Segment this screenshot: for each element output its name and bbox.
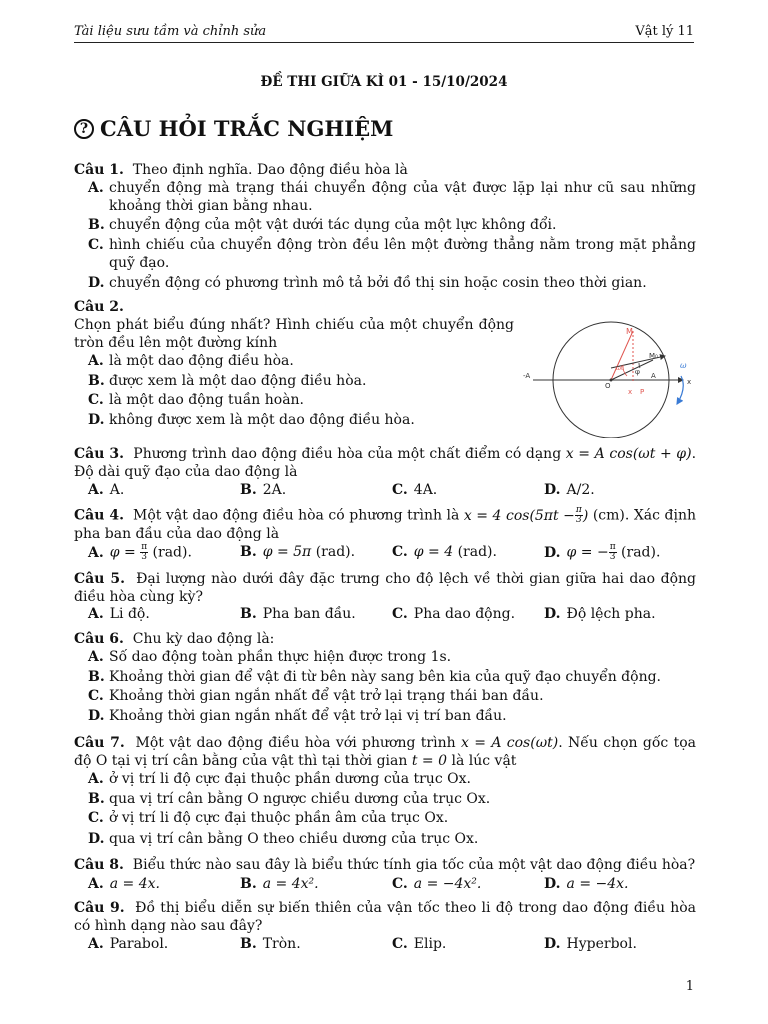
q7-option-b[interactable]: B. qua vị trí cân bằng O ngược chiều dương của trục Ox. (88, 791, 491, 807)
question-label: Câu 7. (74, 735, 125, 751)
q5-option-a[interactable]: A. Li độ. (88, 606, 150, 622)
q5-options (88, 605, 696, 623)
q6-option-a[interactable]: A. Số dao động toàn phần thực hiện được trong 1s. (88, 649, 452, 665)
q2-option-b[interactable]: B. được xem là một dao động điều hòa. (88, 373, 367, 389)
question-label: Câu 6. (74, 631, 124, 647)
question-7: Câu 7. Một vật dao động điều hòa với phương trình x = A cos(ωt). Nếu chọn gốc tọa độ O tại vị trí cân bằng của vật thì tại thời gian t = 0 là lúc vật (74, 735, 697, 769)
q9-option-c[interactable]: C. Elip. (392, 936, 447, 952)
question-text: Biểu thức nào sau đây là biểu thức tính gia tốc của một vật dao động điều hòa? (132, 857, 696, 873)
q1-option-c[interactable]: C. hình chiếu của chuyển động tròn đều lên một đường thẳng nằm trong mặt phẳng quỹ đạo. (88, 237, 696, 271)
question-text: Theo định nghĩa. Dao động điều hòa là (132, 162, 408, 178)
q4-option-d[interactable]: D. φ = − $\frac{\pi}{3}$ (rad). (544, 542, 661, 562)
question-5 (74, 570, 696, 606)
q7-option-c[interactable]: C. ở vị trí li độ cực đại thuộc phần âm của trục Ox. (88, 810, 449, 826)
header-subject: Vật lý 11 (635, 24, 694, 39)
question-9 (74, 899, 696, 935)
label-x-axis: x (687, 378, 692, 386)
q8-option-b[interactable]: B. a = 4x². (240, 876, 319, 892)
label-wt: ωt (616, 365, 624, 372)
q8-option-c[interactable]: C. a = −4x². (392, 876, 482, 892)
question-label: Câu 9. (74, 900, 125, 916)
equation: x = A cos(ωt) (460, 735, 559, 751)
q4-options (88, 543, 696, 562)
q9-option-d[interactable]: D. Hyperbol. (544, 936, 637, 952)
q9-option-b[interactable]: B. Tròn. (240, 936, 301, 952)
equation: x = A cos(ωt + φ) (565, 446, 692, 462)
q3-option-b[interactable]: B. 2A. (240, 482, 287, 498)
question-6 (74, 630, 696, 648)
label-x: x (628, 388, 633, 396)
exam-title: ĐỀ THI GIỮA KÌ 01 - 15/10/2024 (260, 74, 508, 90)
question-label: Câu 1. (74, 162, 124, 178)
question-1 (74, 161, 696, 179)
question-3: Câu 3. Phương trình dao động điều hòa của một chất điểm có dạng x = A cos(ωt + φ). Độ dài quỹ đạo của dao động là (74, 446, 697, 480)
question-label: Câu 3. (74, 446, 125, 462)
question-text: Đại lượng nào dưới đây đặc trưng cho độ lệch về thời gian giữa hai dao động điều hòa cùng kỳ? (74, 571, 696, 605)
question-4: Câu 4. Một vật dao động điều hòa có phương trình là x = 4 cos(5πt − $\frac{\pi}{3}$ ) (cm). Xác định pha ban đầu của dao động là (74, 505, 696, 542)
label-M: M (626, 327, 633, 336)
q8-options (88, 875, 696, 893)
q9-option-a[interactable]: A. Parabol. (88, 936, 169, 952)
label-M0: M₀ (649, 352, 658, 360)
q3-option-c[interactable]: C. 4A. (392, 482, 438, 498)
page-number: 1 (685, 979, 694, 994)
q7-option-d[interactable]: D. qua vị trí cân bằng O theo chiều dương của trục Ox. (88, 831, 479, 847)
q5-option-c[interactable]: C. Pha dao động. (392, 606, 516, 622)
circular-motion-figure (515, 318, 695, 438)
label-O: O (605, 382, 611, 390)
section-title: CÂU HỎI TRẮC NGHIỆM (100, 116, 394, 141)
q6-option-c[interactable]: C. Khoảng thời gian ngắn nhất để vật trở lại trạng thái ban đầu. (88, 688, 544, 704)
q1-option-b[interactable]: B. chuyển động của một vật dưới tác dụng của một lực không đổi. (88, 217, 557, 233)
q2-option-a[interactable]: A. là một dao động điều hòa. (88, 353, 294, 369)
q3-options (88, 481, 696, 499)
question-label: Câu 2. (74, 299, 124, 315)
label-omega: ω (680, 361, 687, 370)
equation-t0: t = 0 (411, 753, 448, 769)
q4-option-b[interactable]: B. φ = 5π (rad). (240, 544, 356, 560)
q3-option-d[interactable]: D. A/2. (544, 482, 595, 498)
q1-option-a[interactable]: A. chuyển động mà trạng thái chuyển động của vật được lặp lại như cũ sau những khoảng thời gian bằng nhau. (88, 180, 696, 214)
equation: x = 4 cos(5πt − $\frac{\pi}{3}$ ) (463, 505, 589, 525)
question-text: Chu kỳ dao động là: (132, 631, 275, 647)
label-phi: φ (635, 368, 640, 376)
q3-option-a[interactable]: A. A. (88, 482, 125, 498)
question-2 (74, 298, 514, 352)
q6-option-b[interactable]: B. Khoảng thời gian để vật đi từ bên này sang bên kia của quỹ đạo chuyển động. (88, 669, 662, 685)
question-label: Câu 4. (74, 507, 124, 524)
question-mark-icon: ? (74, 119, 94, 139)
q8-option-d[interactable]: D. a = −4x. (544, 876, 629, 892)
label-P: P (640, 388, 645, 396)
q6-option-d[interactable]: D. Khoảng thời gian ngắn nhất để vật trở lại vị trí ban đầu. (88, 708, 507, 724)
q1-option-d[interactable]: D. chuyển động có phương trình mô tả bởi đồ thị sin hoặc cosin theo thời gian. (88, 275, 647, 291)
q4-option-c[interactable]: C. φ = 4 (rad). (392, 544, 497, 560)
question-label: Câu 8. (74, 857, 124, 873)
question-text: Đồ thị biểu diễn sự biến thiên của vận tốc theo li độ trong dao động điều hòa có hình dạng nào sau đây? (74, 900, 696, 934)
q7-option-a[interactable]: A. ở vị trí li độ cực đại thuộc phần dương của trục Ox. (88, 771, 471, 787)
q5-option-b[interactable]: B. Pha ban đầu. (240, 606, 356, 622)
label-A: A (651, 372, 656, 380)
section-heading (74, 116, 393, 141)
q2-option-c[interactable]: C. là một dao động tuần hoàn. (88, 392, 305, 408)
q2-option-d[interactable]: D. không được xem là một dao động điều hòa. (88, 412, 415, 428)
q8-option-a[interactable]: A. a = 4x. (88, 876, 160, 892)
header-divider (74, 42, 694, 43)
q9-options (88, 935, 696, 953)
label-neg-A: -A (523, 372, 531, 380)
q5-option-d[interactable]: D. Độ lệch pha. (544, 606, 656, 622)
question-8 (74, 856, 696, 874)
question-label: Câu 5. (74, 571, 125, 587)
question-text: Chọn phát biểu đúng nhất? Hình chiếu của một chuyển động tròn đều lên một đường kính (74, 317, 514, 351)
header-source: Tài liệu sưu tầm và chỉnh sửa (74, 24, 267, 39)
q4-option-a[interactable]: A. φ = $\frac{\pi}{3}$ (rad). (88, 542, 192, 562)
radius-m (611, 331, 633, 380)
